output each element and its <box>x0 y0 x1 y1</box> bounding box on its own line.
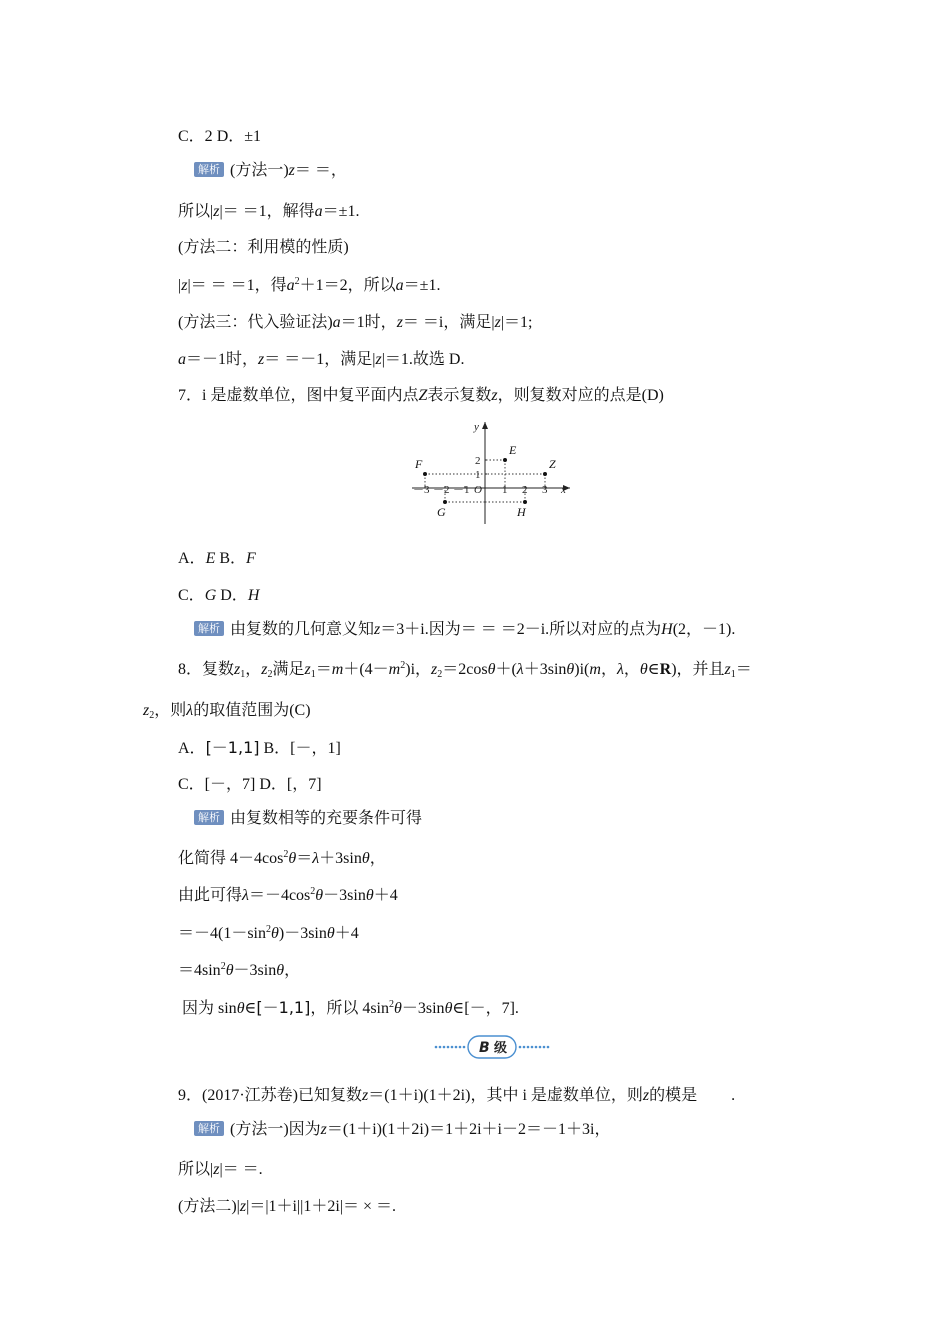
q8-solution-line-4: $=4\sin^2\theta-3\sin\theta$， <box>178 961 301 979</box>
analysis-badge: 解析 <box>194 621 224 636</box>
point-z <box>543 472 547 476</box>
q8-solution-line-0: 解析 由复数相等的充要条件可得 <box>194 809 422 829</box>
complex-plane-figure <box>410 418 580 530</box>
q6-solution-line-4: |z|＝ ＝ ＝1，得$a^2+1=2$，所以a＝±1. <box>178 276 441 294</box>
dotted-line-left <box>435 1046 466 1049</box>
y-axis-arrow <box>482 422 488 429</box>
q6-solution-line-5: (方法三：代入验证法)a＝1时，z＝ ＝i，满足|z|＝1; <box>178 314 533 331</box>
analysis-badge: 解析 <box>194 810 224 825</box>
q6-options <box>178 127 261 147</box>
y-tick-label: 1 <box>475 469 481 481</box>
x-tick-label: －2 <box>433 484 450 496</box>
point-label-z: Z <box>549 457 556 471</box>
dotted-line-right <box>519 1046 550 1049</box>
q8-stem-line-1: 8．复数$z_1$，$z_2$满足$z_1=m+(4-m^2)i$，$z_2=2\cos\theta+(\lambda+3\sin\theta)i(m$，λ，θ∈R)，并且$z_1=$ <box>178 660 752 680</box>
q6-option-d: D．±1 <box>216 128 262 145</box>
q6-solution-line-6: a＝－1时，z＝ ＝－1，满足|z|＝1.故选 D. <box>178 351 465 368</box>
q8-solution-line-2: 由此可得$\lambda=-4\cos^2\theta-3\sin\theta+4$ <box>178 886 398 904</box>
point-label-f: F <box>415 457 423 471</box>
point-label-h: H <box>517 505 526 519</box>
q6-solution-line-3: (方法二：利用模的性质) <box>178 239 349 256</box>
x-tick-label: －1 <box>453 484 470 496</box>
q8-stem-line-2: $z_2$，则λ的取值范围为(C) <box>143 702 311 721</box>
b-level-capsule <box>468 1036 516 1058</box>
x-tick-label: 1 <box>502 484 508 496</box>
y-tick-label: 2 <box>475 455 481 467</box>
q6-solution-line-1: 解析 (方法一)z＝ ＝， <box>194 161 347 181</box>
q9-solution-line-1: 解析 (方法一)因为z＝(1＋i)(1＋2i)＝1＋2i＋i－2＝－1＋3i， <box>194 1120 610 1140</box>
q7-solution: 解析 由复数的几何意义知z＝3＋i.因为＝ ＝ ＝2－i.所以对应的点为H(2，－1). <box>194 620 735 640</box>
q9-solution-line-2: 所以|z|＝ ＝. <box>178 1161 263 1178</box>
b-level-divider <box>432 1034 552 1060</box>
q8-options-cd: C．[－，7] D．[，7] <box>178 776 322 793</box>
y-axis-label: y <box>474 421 479 433</box>
q7-options-cd: C．G D．H <box>178 587 260 604</box>
q8-options-ab: A．[－1,1] B．[－，1] <box>178 738 341 757</box>
q6-option-c: C．2 <box>178 128 213 145</box>
x-tick-label: 2 <box>522 484 528 496</box>
q9-stem: 9．(2017·江苏卷)已知复数z＝(1＋i)(1＋2i)，其中 i 是虚数单位，则z的模是 . <box>178 1087 736 1104</box>
b-level-letter: B <box>479 1040 490 1056</box>
point-g <box>443 500 447 504</box>
x-tick-label: －3 <box>413 484 430 496</box>
point-e <box>503 458 507 462</box>
q7-options-ab: A．E B．F <box>178 550 256 567</box>
analysis-badge: 解析 <box>194 162 224 177</box>
q9-solution-line-3: (方法二)|z|＝|1＋i||1＋2i|＝ × ＝. <box>178 1198 397 1215</box>
q6-solution-line-2: 所以|z|＝ ＝1，解得a＝±1. <box>178 203 360 220</box>
q8-solution-line-3: $=-4(1-\sin^2\theta)-3\sin\theta+4$ <box>178 924 359 942</box>
q8-solution-line-5: 因为 sinθ∈[－1,1]，所以 $4\sin^2\theta-3\sin\theta\in[-$，7]. <box>182 998 519 1017</box>
point-label-e: E <box>509 443 517 457</box>
b-level-text: 级 <box>494 1041 508 1056</box>
x-tick-label: 3 <box>542 484 548 496</box>
q7-stem: 7．i 是虚数单位，图中复平面内点Z表示复数z，则复数对应的点是(D) <box>178 387 664 404</box>
analysis-badge: 解析 <box>194 1121 224 1136</box>
q8-solution-line-1: 化简得 $4-4\cos^2\theta=\lambda+3\sin\theta$， <box>178 849 386 867</box>
point-f <box>423 472 427 476</box>
origin-label: O <box>474 484 482 496</box>
point-label-g: G <box>437 505 446 519</box>
point-h <box>523 500 527 504</box>
x-axis-label: x <box>561 484 566 496</box>
